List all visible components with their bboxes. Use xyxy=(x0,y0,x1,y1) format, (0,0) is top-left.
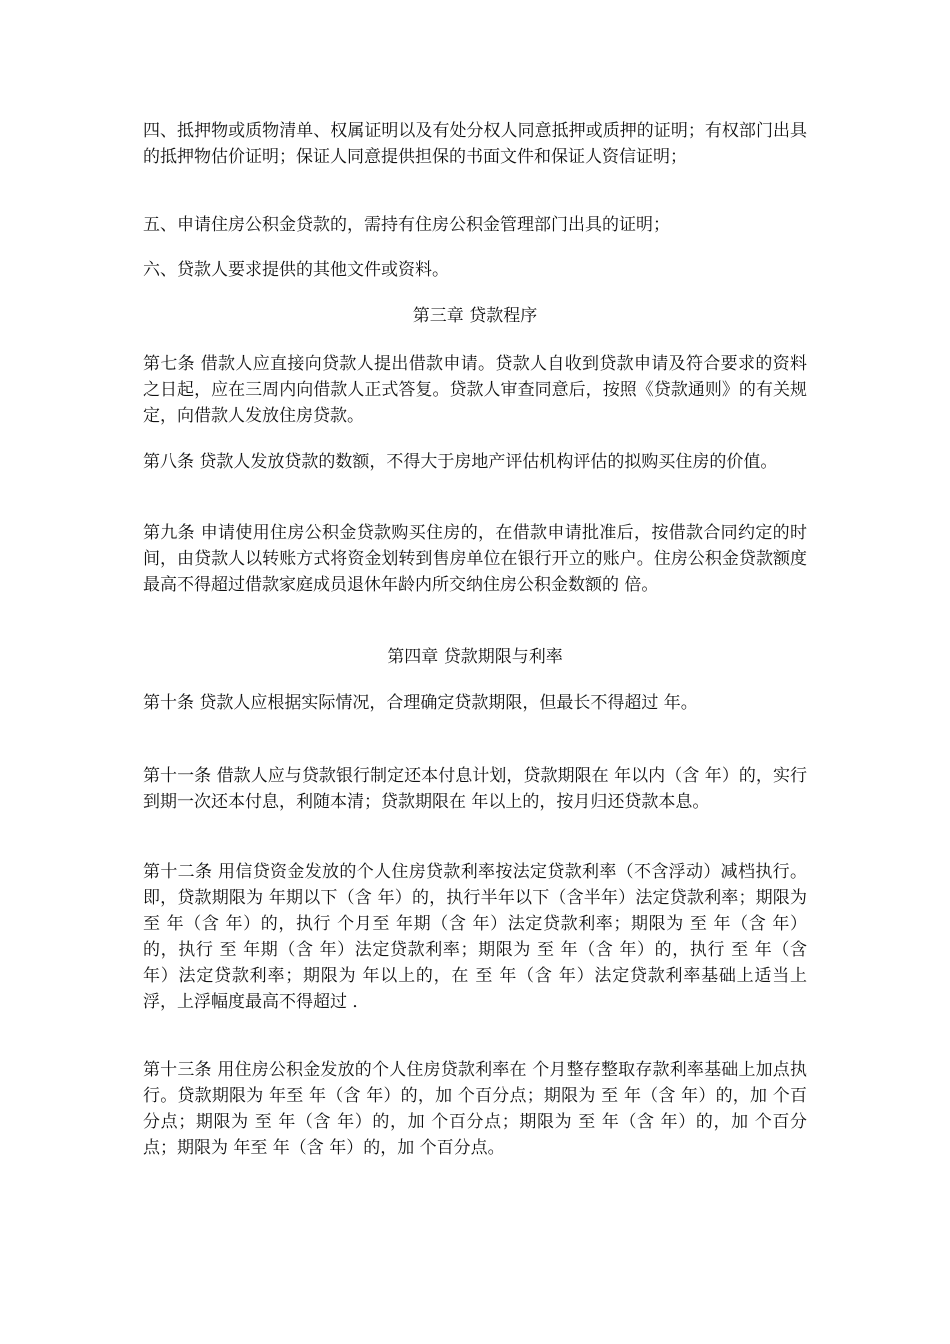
article-9: 第九条 申请使用住房公积金贷款购买住房的，在借款申请批准后，按借款合同约定的时间，由贷款人以转账方式将资金划转到售房单位在银行开立的账户。住房公积金贷款额度最高不得超过借款家庭成员退休年龄内所交纳住房公积金数额的 倍。 xyxy=(143,523,807,595)
article-8: 第八条 贷款人发放贷款的数额，不得大于房地产评估机构评估的拟购买住房的价值。 xyxy=(143,452,778,472)
article-10: 第十条 贷款人应根据实际情况，合理确定贷款期限，但最长不得超过 年。 xyxy=(143,693,698,713)
chapter-heading-4: 第四章 贷款期限与利率 xyxy=(387,647,563,667)
article-13: 第十三条 用住房公积金发放的个人住房贷款利率在 个月整存整取存款利率基础上加点执行。贷款期限为 年至 年（含 年）的，加 个百分点；期限为 至 年（含 年）的，加 个百分点；期限为 至 年（含 年）的，加 个百分点；期限为 至 年（含 年）的，加 个百分点；期限为 年至 年（含 年）的，加 个百分点。 xyxy=(143,1060,807,1158)
paragraph-item-4: 四、抵押物或质物清单、权属证明以及有处分权人同意抵押或质押的证明；有权部门出具的抵押物估价证明；保证人同意提供担保的书面文件和保证人资信证明； xyxy=(143,121,807,167)
article-11: 第十一条 借款人应与贷款银行制定还本付息计划，贷款期限在 年以内（含 年）的，实行到期一次还本付息，利随本清；贷款期限在 年以上的，按月归还贷款本息。 xyxy=(143,766,807,812)
paragraph-item-5: 五、申请住房公积金贷款的，需持有住房公积金管理部门出具的证明； xyxy=(143,215,670,235)
chapter-heading-3: 第三章 贷款程序 xyxy=(412,306,538,326)
article-7: 第七条 借款人应直接向贷款人提出借款申请。贷款人自收到贷款申请及符合要求的资料之日起，应在三周内向借款人正式答复。贷款人审查同意后，按照《贷款通则》的有关规定，向借款人发放住房贷款。 xyxy=(143,354,807,426)
paragraph-item-6: 六、贷款人要求提供的其他文件或资料。 xyxy=(143,260,449,280)
article-12: 第十二条 用信贷资金发放的个人住房贷款利率按法定贷款利率（不含浮动）减档执行。即，贷款期限为 年期以下（含 年）的，执行半年以下（含半年）法定贷款利率；期限为 至 年（含 年）的，执行 个月至 年期（含 年）法定贷款利率；期限为 至 年（含 年）的，执行 至 年期（含 年）法定贷款利率；期限为 至 年（含 年）的，执行 至 年（含 年）法定贷款利率；期限为 年以上的，在 至 年（含 年）法定贷款利率基础上适当上浮，上浮幅度最高不得超过 ． xyxy=(143,862,807,1012)
